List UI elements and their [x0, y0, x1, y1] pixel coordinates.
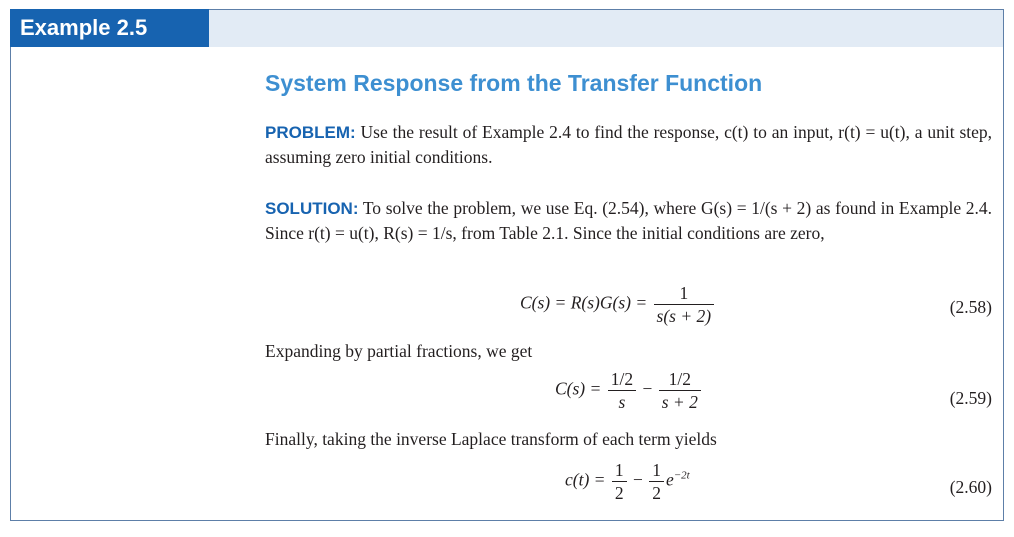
numerator: 1: [649, 460, 664, 482]
problem-paragraph: [265, 120, 992, 169]
fraction: [649, 460, 664, 503]
fraction: [612, 460, 627, 503]
equation-number: (2.60): [949, 477, 992, 497]
denominator: s: [618, 392, 626, 412]
numerator: 1: [654, 283, 715, 305]
text-inverse-laplace: Finally, taking the inverse Laplace transform of each term yields: [265, 429, 717, 449]
example-title: System Response from the Transfer Function: [265, 70, 763, 96]
example-label: Example 2.5: [10, 9, 209, 47]
equation-number: (2.59): [949, 388, 992, 408]
text-partial-fractions: Expanding by partial fractions, we get: [265, 341, 533, 361]
minus-sign: −: [632, 469, 643, 490]
equation-2-59: [555, 369, 703, 412]
numerator: 1: [612, 460, 627, 482]
equation-lhs: C(s) =: [555, 378, 602, 399]
denominator: s + 2: [661, 392, 698, 412]
denominator: 2: [652, 483, 661, 503]
equation-lhs: c(t) =: [565, 469, 606, 490]
problem-text: Use the result of Example 2.4 to find the response, c(t) to an input, r(t) = u(t), a unit step, assuming zero initial conditions.: [265, 122, 993, 167]
minus-sign: −: [642, 378, 653, 399]
solution-label: SOLUTION:: [265, 199, 359, 218]
numerator: 1/2: [608, 369, 636, 391]
denominator: s(s + 2): [656, 306, 712, 326]
denominator: 2: [614, 483, 624, 503]
equation-number: (2.58): [949, 297, 992, 317]
fraction: [654, 283, 715, 326]
fraction: [608, 369, 636, 412]
problem-label: PROBLEM:: [265, 123, 356, 142]
exponential-base: e: [665, 469, 674, 490]
equation-lhs: C(s) = R(s)G(s) =: [520, 292, 648, 313]
solution-text: To solve the problem, we use Eq. (2.54), where G(s) = 1/(s + 2) as found in Example 2.4. Since r(t) = u(t), R(s) = 1/s, from Table 2.1. Since the initial conditions are zero,: [265, 198, 992, 243]
numerator: 1/2: [659, 369, 701, 391]
exponent: −2t: [673, 469, 690, 482]
equation-2-58: [520, 283, 716, 326]
solution-paragraph: [265, 196, 992, 245]
equation-2-60: [565, 460, 690, 503]
fraction: [659, 369, 701, 412]
